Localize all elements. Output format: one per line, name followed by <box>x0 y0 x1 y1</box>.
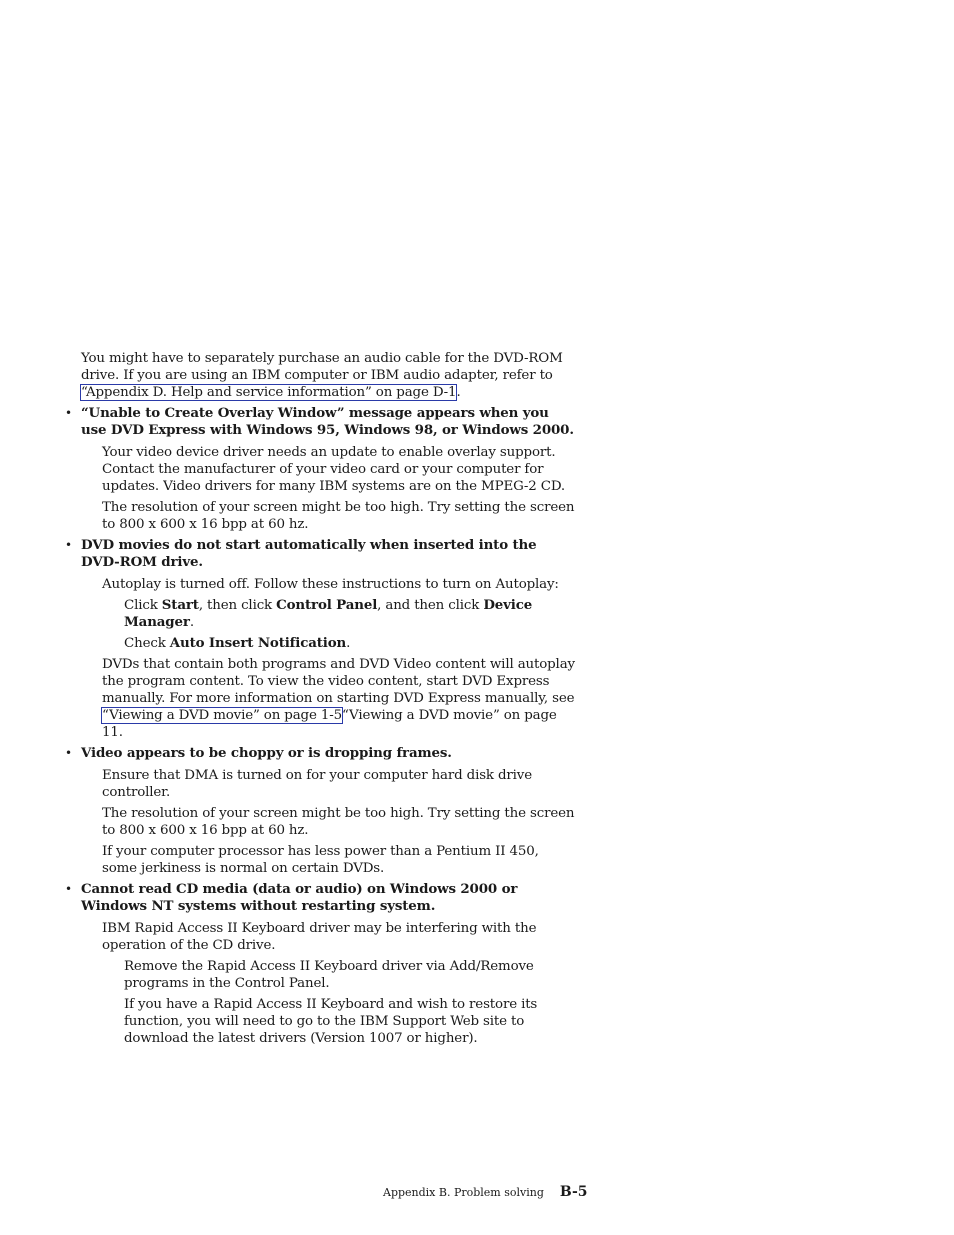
instruction-step: If you have a Rapid Access II Keyboard and wish to restore its function, you will need to go to the IBM Support Web site to download the latest drivers (Version 1007 or higher). <box>124 997 538 1046</box>
page-body <box>60 350 575 1051</box>
intro-text-end: . <box>456 385 461 400</box>
footer-section-title: Appendix B. Problem solving <box>383 1186 544 1199</box>
appendix-d-link[interactable]: “Appendix D. Help and service information” on page D-1 <box>81 385 457 400</box>
viewing-dvd-link[interactable]: “Viewing a DVD movie” on page 1-5 <box>102 708 342 723</box>
instruction-step: Remove the Rapid Access II Keyboard driver via Add/Remove programs in the Control Panel. <box>124 959 534 991</box>
step-text: , and then click <box>377 598 484 613</box>
solution-paragraph: The resolution of your screen might be too high. Try setting the screen to 800 x 600 x 16 bpp at 60 hz. <box>102 500 575 532</box>
solution-paragraph: The resolution of your screen might be too high. Try setting the screen to 800 x 600 x 16 bpp at 60 hz. <box>102 806 575 838</box>
solution-paragraph: If your computer processor has less power than a Pentium II 450, some jerkiness is normal on certain DVDs. <box>102 844 539 876</box>
instruction-step <box>124 597 575 631</box>
solution-paragraph <box>102 656 575 741</box>
intro-text: You might have to separately purchase an audio cable for the DVD-ROM drive. If you are using an IBM computer or IBM audio adapter, refer to <box>81 351 563 383</box>
step-text: , then click <box>198 598 277 613</box>
problem-title: “Unable to Create Overlay Window” message appears when you use DVD Express with Windows 95, Windows 98, or Windows 2000. <box>81 405 574 438</box>
ui-term-device-manager: Device Manager <box>124 597 533 630</box>
page-footer <box>383 1181 588 1200</box>
solution-paragraph: Autoplay is turned off. Follow these instructions to turn on Autoplay: <box>102 577 559 592</box>
instruction-step <box>124 635 575 652</box>
problem-item-cd-media <box>60 881 575 915</box>
ui-term-auto-insert: Auto Insert Notification <box>169 635 347 651</box>
solution-paragraph: IBM Rapid Access II Keyboard driver may be interfering with the operation of the CD drive. <box>102 921 537 953</box>
problem-title: Cannot read CD media (data or audio) on Windows 2000 or Windows NT systems without restarting system. <box>81 881 518 914</box>
bullet-icon: • <box>65 746 72 760</box>
paragraph-text: “Viewing a DVD movie” on page 11. <box>102 708 557 740</box>
page-number: B-5 <box>559 1184 588 1200</box>
solution-paragraph: Ensure that DMA is turned on for your computer hard disk drive controller. <box>102 768 532 800</box>
problem-item-choppy-video <box>60 745 575 762</box>
step-text: . <box>346 636 351 651</box>
problem-item-autoplay <box>60 537 575 571</box>
problem-item-overlay <box>60 405 575 439</box>
step-text: Check <box>124 636 170 651</box>
intro-paragraph <box>81 350 575 401</box>
problem-title: Video appears to be choppy or is dropping frames. <box>81 745 452 761</box>
paragraph-text: DVDs that contain both programs and DVD Video content will autoplay the program content. To view the video content, start DVD Express manually. For more information on starting DVD Express manually, see <box>102 657 575 706</box>
ui-term-start: Start <box>161 597 199 613</box>
ui-term-control-panel: Control Panel <box>276 597 378 613</box>
bullet-icon: • <box>65 882 72 896</box>
problem-title: DVD movies do not start automatically when inserted into the DVD-ROM drive. <box>81 537 537 570</box>
step-text: . <box>189 615 194 630</box>
solution-paragraph: Your video device driver needs an update to enable overlay support. Contact the manufacturer of your video card or your computer for updates. Video drivers for many IBM systems are on the MPEG-2 CD. <box>102 445 566 494</box>
bullet-icon: • <box>65 538 72 552</box>
step-text: Click <box>124 598 162 613</box>
bullet-icon: • <box>65 406 72 420</box>
